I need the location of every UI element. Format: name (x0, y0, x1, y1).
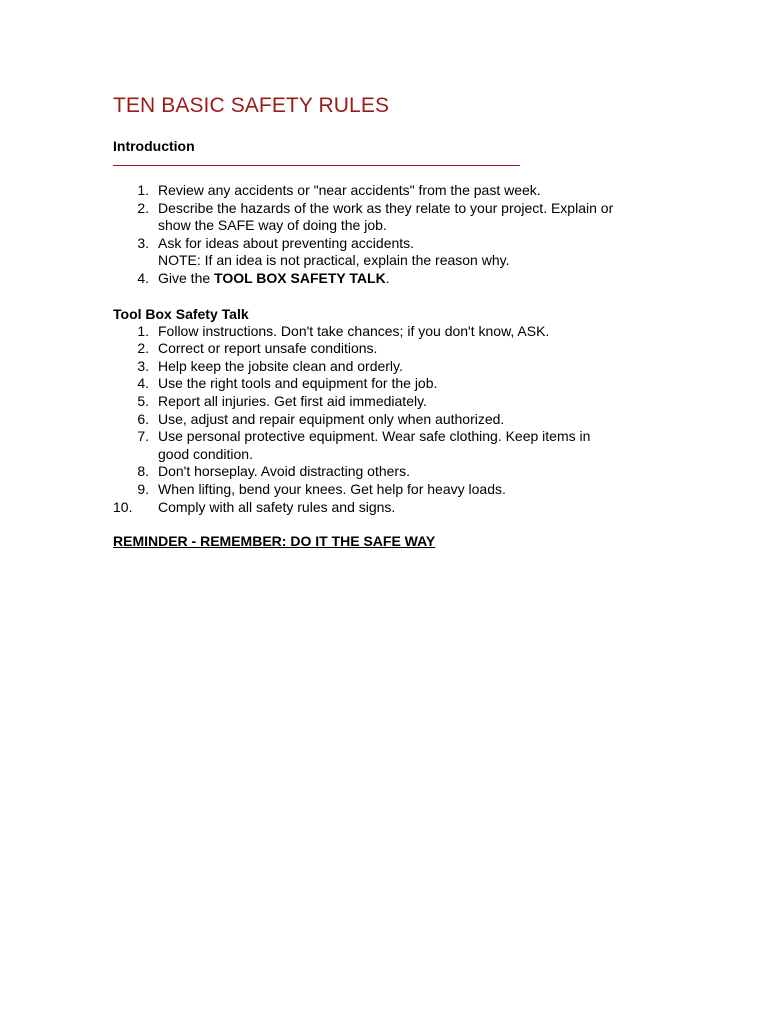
introduction-list (113, 182, 673, 288)
list-item-text: Help keep the jobsite clean and orderly. (158, 357, 403, 374)
list-item-text: Ask for ideas about preventing accidents. (158, 234, 415, 251)
list-item (113, 340, 673, 358)
list-number: 4. (137, 375, 149, 392)
list-item (113, 323, 673, 341)
list-item (113, 375, 673, 393)
list-number: 1. (137, 322, 149, 339)
list-number: 6. (137, 410, 149, 427)
list-item-text: Use, adjust and repair equipment only when authorized. (158, 410, 505, 427)
list-item-text: Comply with all safety rules and signs. (158, 498, 396, 515)
list-item-text: Don't horseplay. Avoid distracting others. (158, 463, 410, 480)
list-item (113, 481, 673, 499)
list-number: 5. (137, 392, 149, 409)
toolbox-list (113, 323, 673, 517)
document-page (113, 92, 673, 550)
list-number: 2. (137, 340, 149, 357)
list-number: 7. (137, 428, 149, 445)
list-number: 1. (137, 182, 149, 198)
list-item-text: Follow instructions. Don't take chances; if you don't know, ASK. (158, 322, 550, 339)
list-item-text: Use the right tools and equipment for the job. (158, 375, 438, 392)
list-item-text: Report all injuries. Get first aid immediately. (158, 392, 427, 409)
list-number: 3. (137, 234, 149, 251)
list-item-text: Correct or report unsafe conditions. (158, 340, 378, 357)
introduction-heading: Introduction (113, 138, 195, 154)
document-title: TEN BASIC SAFETY RULES (113, 94, 390, 117)
list-item-text: Describe the hazards of the work as they relate to your project. Explain or (158, 199, 614, 216)
toolbox-heading: Tool Box Safety Talk (113, 305, 249, 322)
list-item-text: Use personal protective equipment. Wear safe clothing. Keep items in (158, 428, 591, 445)
list-item (113, 200, 673, 235)
list-number: 8. (137, 463, 149, 480)
list-item-text: Review any accidents or "near accidents" from the past week. (158, 182, 541, 198)
list-item (113, 428, 673, 463)
list-number: 10. (113, 498, 133, 515)
list-item (113, 393, 673, 411)
list-item (113, 499, 673, 517)
list-item-punctuation: . (385, 269, 390, 286)
list-item (113, 411, 673, 429)
introduction-divider (113, 165, 520, 166)
list-number: 3. (137, 357, 149, 374)
list-item-text: good condition. (158, 445, 253, 462)
list-number: 4. (137, 269, 149, 286)
list-item (113, 270, 673, 288)
list-item-text: When lifting, bend your knees. Get help for heavy loads. (158, 480, 506, 497)
reminder-text: REMINDER - REMEMBER: DO IT THE SAFE WAY (113, 533, 436, 550)
list-item-note: NOTE: If an idea is not practical, explain the reason why. (158, 252, 510, 269)
list-number: 2. (137, 199, 149, 216)
toolbox-talk-emphasis: TOOL BOX SAFETY TALK (214, 269, 386, 286)
list-item (113, 358, 673, 376)
list-number: 9. (137, 480, 149, 497)
list-item (113, 463, 673, 481)
list-item-text: Give the (158, 269, 215, 286)
list-item (113, 235, 673, 270)
list-item-text: show the SAFE way of doing the job. (158, 217, 387, 234)
list-item (113, 182, 673, 200)
